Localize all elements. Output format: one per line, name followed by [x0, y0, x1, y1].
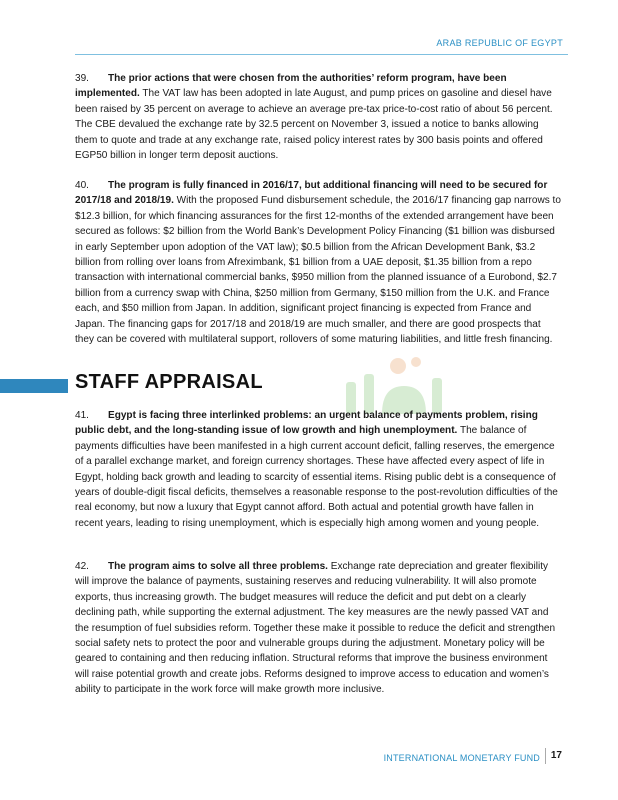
running-header: ARAB REPUBLIC OF EGYPT — [436, 38, 563, 48]
paragraph-body: The VAT law has been adopted in late August, and pump prices on gasoline and diesel have been raised by 35 percent on average to achieve an average pre-tax price-to-cost ratio of about 56 percent. The CBE devalued the exchange rate by 32.5 percent on November 3, issued a notice to banks allowing them to quote and trade at any exchange rate, raised policy interest rates by 300 basis points and offered EGP50 billion in longer term deposit auctions. — [75, 88, 553, 162]
paragraph-lead: The prior actions that were chosen from the authorities’ reform program, have been implemented. — [75, 73, 507, 100]
paragraph-body: With the proposed Fund disbursement schedule, the 2016/17 financing gap narrows to $12.3 billion, for which financing assurances for the first 12-months of the extended arrangement have been secured as follows: $2 billion from the World Bank’s Development Policy Financing ($1 billion was disbursed in early September upon adoption of the VAT law); $0.5 billion from the African Development Bank, $3.2 billion from rolling over loans from Afreximbank, $1 billion from a UAE deposit, $1.35 billion from a repo transaction with international commercial banks, $950 million from the planned issuance of a Eurobond, $2.7 billion from a currency swap with China, $250 million from Germany, $150 million from the U.K. and France each, and $50 million from Japan. In addition, significant project financing is expected from France and Japan. The financing gaps for 2017/18 and 2018/19 are much smaller, and there are good prospects that they can be covered with multilateral support, rollovers of some maturing liabilities, and little fresh financing. — [75, 195, 561, 346]
paragraph-body: The balance of payments difficulties have been manifested in a high current account deficit, falling reserves, the emergence of a parallel exchange market, and foreign currency shortages. These have affected every aspect of life in Egypt, holding back growth and leading to scarcity of essential items. Rising public debt is a consequence of years of double-digit fiscal deficits, themselves a reasonable response to the post-revolution difficulties of the real economy, but now a luxury that Egypt cannot afford. Both actual and potential growth have fallen in recent years, leading to rising unemployment, which is especially high among women and young people. — [75, 425, 558, 529]
paragraph-body: Exchange rate depreciation and greater flexibility will improve the balance of payments, sustaining reserves and reducing vulnerability. It will also promote exports, thus increasing growth. The budget measures will reduce the deficit and put debt on a clearly declining path, while supporting the external adjustment. The key measures are the newly passed VAT and the resumption of fuel subsidies reform. Together these make it possible to reduce the deficit and strengthen social safety nets to protect the poor and vulnerable groups during the adjustment. Monetary policy will be geared to containing and then reducing inflation. Structural reforms that improve the business environment will raise potential growth and create jobs. Reforms designed to improve access to education and women’s ability to participate in the work force will make growth more inclusive. — [75, 561, 556, 696]
section-accent-bar — [0, 379, 68, 393]
section-heading: STAFF APPRAISAL — [75, 371, 263, 393]
paragraph-40 — [75, 178, 561, 347]
paragraph-41 — [75, 408, 561, 531]
paragraph-lead: Egypt is facing three interlinked problems: an urgent balance of payments problem, rising public debt, and the long-standing issue of low growth and high unemployment. — [75, 410, 538, 437]
paragraph-number: 40. — [75, 180, 89, 191]
page-number: 17 — [550, 750, 562, 761]
paragraph-number: 42. — [75, 561, 89, 572]
paragraph-lead: The program aims to solve all three problems. — [108, 561, 328, 572]
footer-divider — [545, 748, 546, 764]
header-rule — [75, 54, 568, 55]
paragraph-42 — [75, 559, 561, 698]
footer-publisher: INTERNATIONAL MONETARY FUND — [383, 753, 540, 763]
paragraph-lead: The program is fully financed in 2016/17, but additional financing will need to be secured for 2017/18 and 2018/19. — [75, 180, 548, 207]
paragraph-number: 39. — [75, 73, 89, 84]
paragraph-number: 41. — [75, 410, 89, 421]
paragraph-39 — [75, 71, 561, 163]
